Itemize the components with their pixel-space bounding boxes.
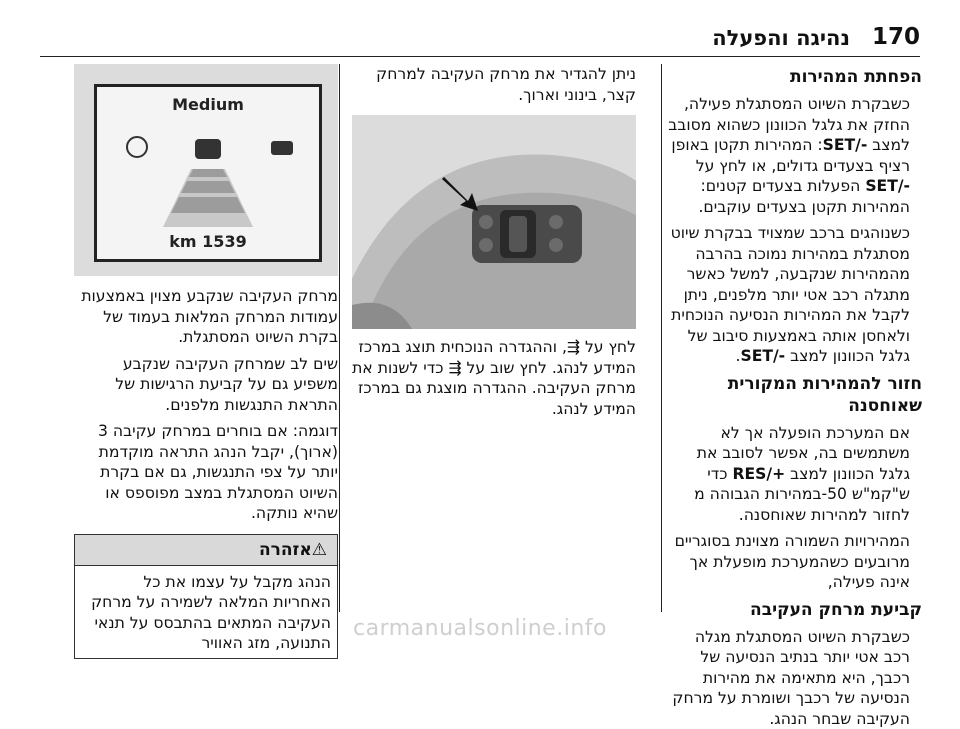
display-screen xyxy=(94,84,322,262)
steering-wheel-illustration xyxy=(352,115,636,329)
watermark: carmanualsonline.info xyxy=(0,616,960,642)
paragraph-distance-bars: מרחק העקיבה שנקבע מצוין באמצעות עמודות המרחק המלאות בעמוד של בקרת השיוט המסתגלת. xyxy=(74,286,338,348)
paragraph-collision-sensitivity: שים לב שמרחק העקיבה שנקבע משפיע גם על קביעת הרגישות של התראת התנגשות מלפנים. xyxy=(74,354,338,416)
column-right xyxy=(664,64,922,624)
driver-info-display-illustration xyxy=(74,64,338,276)
car-distance-icon: ⇶ xyxy=(449,359,462,377)
paragraph-distance-options: ניתן להגדיר את מרחק העקיבה למרחק קצר, בינוני וארוך. xyxy=(352,64,636,105)
warning-body: הנהג מקבל על עצמו את כל האחריות המלאה לשמירה על מרחק העקיבה המתאים בהתבסס על תנאי התנועה, מזג האוויר xyxy=(75,566,337,658)
column-middle xyxy=(352,64,636,425)
section-title-resume-speed: חזור להמהירות המקורית שאוחסנה xyxy=(664,373,922,417)
column-divider xyxy=(339,64,340,612)
paragraph-low-speed: כשנוהגים ברכב שמצויד בבקרת שיוט מסתגלת במהירות נמוכה בהרבה מהמהירות שנקבעה, למשל כאשר מתגלה רכב אטי יותר מלפנים, ניתן לקבל את המהירות הנסיעה הנוכחית ולאחסן אותה באמצעות סיבוב של גלגל הכוונון למצב SET/-. xyxy=(664,223,922,367)
car-distance-icon: ⇶ xyxy=(567,338,580,356)
paragraph-follow-distance: כשבקרת השיוט המסתגלת מגלה רכב אטי יותר בנתיב הנסיעה של רכבך, היא מתאימה את מהירות הנסיעה של רכבך ושומרת על מרחק העקיבה שבחר הנהג. xyxy=(664,627,922,729)
odometer-readout: 1539 km xyxy=(97,232,319,251)
paragraph-resume: אם המערכת הופעלה אך לא משתמשים בה, אפשר לסובב את גלגל הכוונון למצב RES/+ כדי ש"קמ"ש 50-במהירות הגבוהה מ לחזור למהירות שאוחסנה. xyxy=(664,423,922,526)
paragraph-distance-button: לחץ על ⇶, וההגדרה הנוכחית תוצג במרכז המידע לנהג. לחץ שוב על ⇶ כדי לשנות את מרחק העקיבה. ההגדרה מוצגת גם במרכז המידע לנהג. xyxy=(352,337,636,419)
warning-triangle-icon: ⚠ xyxy=(312,540,327,560)
column-left xyxy=(74,64,338,659)
paragraph-example: דוגמה: אם בוחרים במרחק עקיבה 3 (ארוך), יקבל הנהג התראה מוקדמת יותר על צפי התנגשות, גם אם בקרת השיוט המסתגלת במצב מפוספס או שהיא נותקה. xyxy=(74,421,338,524)
page-title: נהיגה והפעלה xyxy=(712,26,850,50)
page-number: 170 xyxy=(872,24,920,50)
section-title-follow-distance: קביעת מרחק העקיבה xyxy=(664,599,922,621)
paragraph-stored-speed: המהירויות השמורה מצוינת בסוגריים מרובעים כשהמערכת מופעלת אך אינה פעילה, xyxy=(664,531,922,593)
page-header xyxy=(40,22,920,57)
paragraph-reduce-speed: כשבקרת השיוט המסתגלת פעילה, החזק את גלגל הכוונון כשהוא מסובב למצב SET/-: המהירות תקטן באופן רציף בצעדים גדולים, או לחץ על SET/- הפעלות בצעדים קטנים: המהירות תקטן בצעדים עוקבים. xyxy=(664,94,922,217)
column-divider xyxy=(661,64,662,612)
section-title-reduce-speed: הפחתת המהירות xyxy=(664,66,922,88)
distance-setting-label: Medium xyxy=(97,95,319,114)
warning-header: ⚠אזהרה xyxy=(75,535,337,566)
